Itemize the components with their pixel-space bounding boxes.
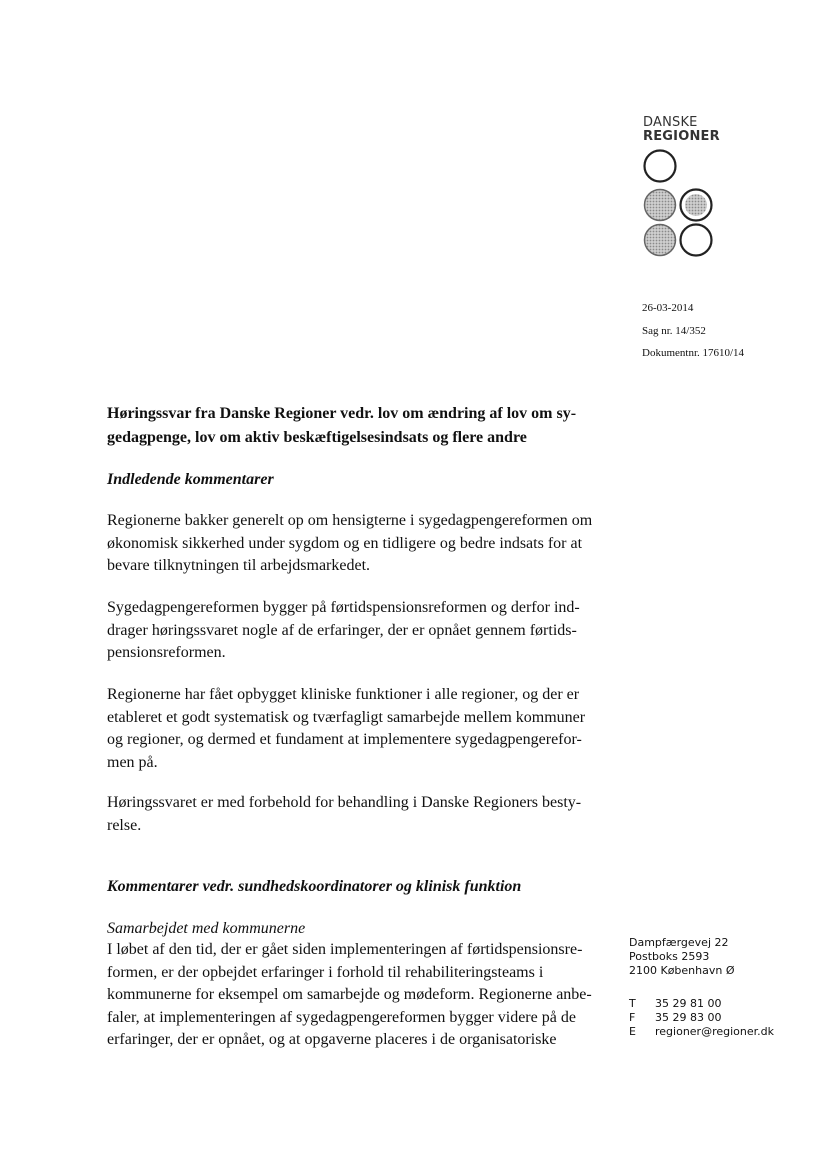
- logo-wordmark: [643, 116, 720, 144]
- fax-row: [629, 1011, 774, 1025]
- address-line: Postboks 2593: [629, 950, 710, 963]
- text-line: Regionerne bakker generelt op om hensigterne i sygedagpengereformen om: [107, 512, 593, 529]
- title-line: Høringssvar fra Danske Regioner vedr. lov om ændring af lov om sy-: [107, 405, 577, 422]
- fax-label: F: [629, 1011, 636, 1024]
- phone-number: 35 29 81 00: [655, 997, 722, 1010]
- email-address: regioner@regioner.dk: [655, 1025, 774, 1038]
- address-line: Dampfærgevej 22: [629, 936, 729, 949]
- paragraph: [107, 597, 607, 665]
- text-line: formen, er der opbejdet erfaringer i forhold til rehabiliteringsteams i: [107, 963, 544, 981]
- text-line: erfaringer, der er opnået, og at opgaverne placeres i de organisatoriske: [107, 1031, 557, 1048]
- paragraph: [107, 684, 607, 774]
- subheading-collaboration: Samarbejdet med kommunerne: [107, 920, 306, 937]
- text-line: Regionerne har fået opbygget kliniske funktioner i alle regioner, og der er: [107, 686, 580, 703]
- email-row: [629, 1025, 774, 1039]
- document-number: Dokumentnr. 17610/14: [642, 347, 745, 359]
- contact-address: [629, 936, 735, 978]
- section-heading-intro: Indledende kommentarer: [107, 471, 274, 488]
- phone-row: [629, 997, 774, 1011]
- logo-line-1: DANSKE: [643, 115, 698, 130]
- email-label: E: [629, 1025, 636, 1038]
- text-line: I løbet af den tid, der er gået siden implementeringen af førtidspensionsre-: [107, 941, 583, 958]
- section-heading-coordinators: Kommentarer vedr. sundhedskoordinatorer og klinisk funktion: [107, 878, 522, 895]
- document-title: [107, 402, 607, 450]
- text-line: og regioner, og dermed et fundament at implementere sygedagpengerefor-: [107, 731, 582, 748]
- phone-label: T: [629, 997, 636, 1010]
- contact-numbers: [629, 997, 774, 1039]
- paragraph: [107, 792, 607, 837]
- paragraph: [107, 939, 607, 1052]
- title-line: gedagpenge, lov om aktiv beskæftigelsesindsats og flere andre: [107, 429, 527, 446]
- text-line: men på.: [107, 753, 158, 771]
- address-line: 2100 København Ø: [629, 964, 735, 977]
- logo-circles-icon: [640, 146, 720, 258]
- text-line: faler, at implementeringen af sygedagpengereformen bygger videre på de: [107, 1008, 576, 1026]
- case-number: Sag nr. 14/352: [642, 325, 706, 337]
- paragraph: [107, 510, 607, 578]
- text-line: etableret et godt systematisk og tværfagligt samarbejde mellem kommuner: [107, 708, 586, 726]
- text-line: pensionsreformen.: [107, 644, 226, 661]
- text-line: Høringssvaret er med forbehold for behandling i Danske Regioners besty-: [107, 794, 582, 811]
- logo-line-2: REGIONER: [643, 129, 720, 144]
- text-line: Sygedagpengereformen bygger på førtidspensionsreformen og derfor ind-: [107, 599, 580, 616]
- text-line: bevare tilknytningen til arbejdsmarkedet.: [107, 557, 371, 574]
- text-line: kommunerne for eksempel om samarbejde og mødeform. Regionerne anbe-: [107, 986, 592, 1003]
- text-line: økonomisk sikkerhed under sygdom og en tidligere og bedre indsats for at: [107, 534, 583, 552]
- text-line: relse.: [107, 816, 142, 834]
- fax-number: 35 29 83 00: [655, 1011, 722, 1024]
- text-line: drager høringssvaret nogle af de erfaringer, der er opnået gennem førtids-: [107, 621, 577, 639]
- document-date: 26-03-2014: [642, 302, 694, 314]
